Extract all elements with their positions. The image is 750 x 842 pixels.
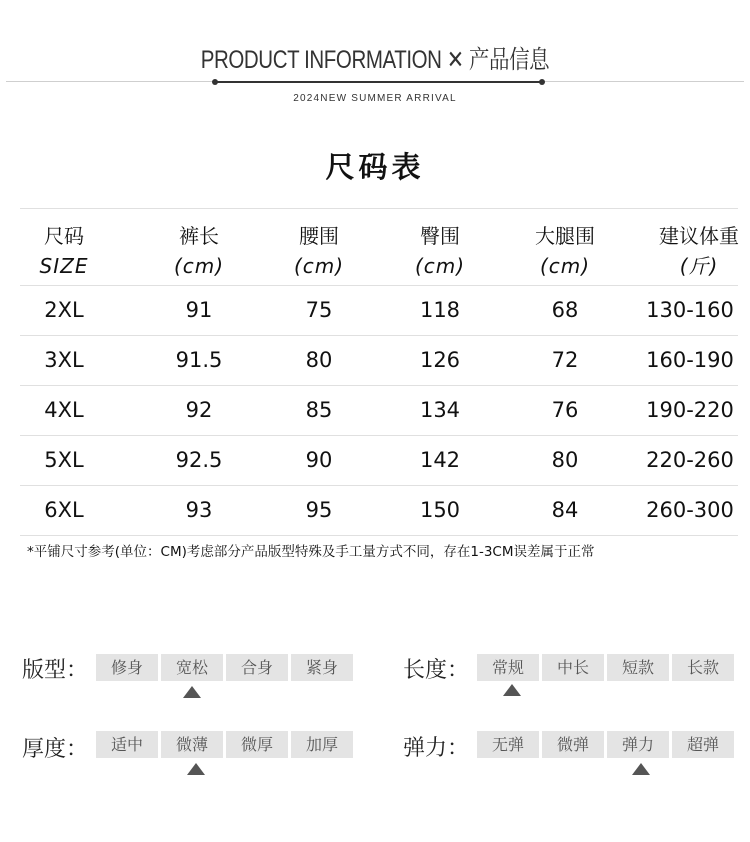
table-divider (20, 535, 738, 536)
table-header-row (20, 209, 738, 285)
table-row (20, 336, 738, 385)
length-label: 长度： (403, 658, 470, 683)
header-accent-line (215, 81, 542, 83)
table-cell: 130-160 (646, 298, 734, 322)
elasticity-option: 无弹 (477, 731, 539, 758)
elasticity-option: 超弹 (672, 731, 734, 758)
elasticity-option: 微弹 (542, 731, 604, 758)
page-title: 尺码表 (325, 150, 425, 184)
elasticity-option-selected: 弹力 (607, 731, 669, 758)
table-cell: 91.5 (175, 348, 223, 372)
table-cell: 92 (185, 398, 213, 422)
header-name: 大腿围 (535, 224, 595, 248)
triangle-marker-icon (187, 763, 205, 775)
table-cell: 220-260 (646, 448, 734, 472)
thickness-option: 适中 (96, 731, 158, 758)
header-name: 尺码 (44, 224, 84, 248)
fit-label: 版型： (22, 658, 89, 683)
measurement-note: *平铺尺寸参考(单位：CM)考虑部分产品版型特殊及手工量方式不同，存在1-3CM误差属于正常 (27, 544, 595, 560)
header-cell (415, 209, 465, 297)
header-unit: (斤) (679, 254, 719, 278)
header-name: 裤长 (179, 224, 219, 248)
table-cell: 85 (305, 398, 333, 422)
table-row (20, 386, 738, 435)
table-cell: 75 (305, 298, 333, 322)
fit-option-selected: 宽松 (161, 654, 223, 681)
triangle-marker-icon (632, 763, 650, 775)
thickness-option: 微厚 (226, 731, 288, 758)
header-cell (294, 209, 344, 297)
table-cell: 72 (551, 348, 579, 372)
table-cell: 95 (305, 498, 333, 522)
table-cell: 150 (419, 498, 461, 522)
table-row (20, 486, 738, 535)
table-cell: 80 (551, 448, 579, 472)
header-cell (659, 209, 739, 297)
header-cell (535, 209, 595, 297)
table-cell: 4XL (44, 398, 84, 422)
length-option: 长款 (672, 654, 734, 681)
table-cell: 142 (419, 448, 461, 472)
table-cell: 68 (551, 298, 579, 322)
table-cell: 92.5 (175, 448, 223, 472)
fit-option: 紧身 (291, 654, 353, 681)
header-unit: SIZE (39, 254, 89, 278)
table-cell: 3XL (44, 348, 84, 372)
table-cell: 80 (305, 348, 333, 372)
header-name: 建议体重 (659, 224, 739, 248)
table-cell: 84 (551, 498, 579, 522)
header-name: 臀围 (420, 224, 460, 248)
length-option: 中长 (542, 654, 604, 681)
fit-option: 修身 (96, 654, 158, 681)
header-cell (174, 209, 224, 297)
header-dot-right (539, 79, 545, 85)
table-cell: 160-190 (646, 348, 734, 372)
table-cell: 91 (185, 298, 213, 322)
thickness-option-selected: 微薄 (161, 731, 223, 758)
table-row (20, 436, 738, 485)
header-unit: (cm) (414, 254, 466, 278)
header-title: PRODUCT INFORMATION ✕ 产品信息 (200, 46, 550, 74)
header-name: 腰围 (299, 224, 339, 248)
header-subtitle: 2024NEW SUMMER ARRIVAL (293, 93, 457, 104)
header-unit: (cm) (539, 254, 591, 278)
fit-option: 合身 (226, 654, 288, 681)
table-cell: 5XL (44, 448, 84, 472)
header-dot-left (212, 79, 218, 85)
triangle-marker-icon (183, 686, 201, 698)
table-row (20, 286, 738, 335)
header-cell (40, 209, 89, 297)
triangle-marker-icon (503, 684, 521, 696)
thickness-label: 厚度： (22, 737, 89, 762)
table-cell: 90 (305, 448, 333, 472)
size-table (20, 208, 738, 536)
table-cell: 126 (419, 348, 461, 372)
header-unit: (cm) (173, 254, 225, 278)
table-cell: 76 (551, 398, 579, 422)
elasticity-label: 弹力： (403, 736, 470, 761)
table-cell: 6XL (44, 498, 84, 522)
header-unit: (cm) (293, 254, 345, 278)
table-cell: 118 (419, 298, 461, 322)
table-cell: 134 (419, 398, 461, 422)
table-cell: 260-300 (646, 498, 734, 522)
length-option-selected: 常规 (477, 654, 539, 681)
length-option: 短款 (607, 654, 669, 681)
table-cell: 190-220 (646, 398, 734, 422)
table-cell: 93 (185, 498, 213, 522)
thickness-option: 加厚 (291, 731, 353, 758)
table-cell: 2XL (44, 298, 84, 322)
